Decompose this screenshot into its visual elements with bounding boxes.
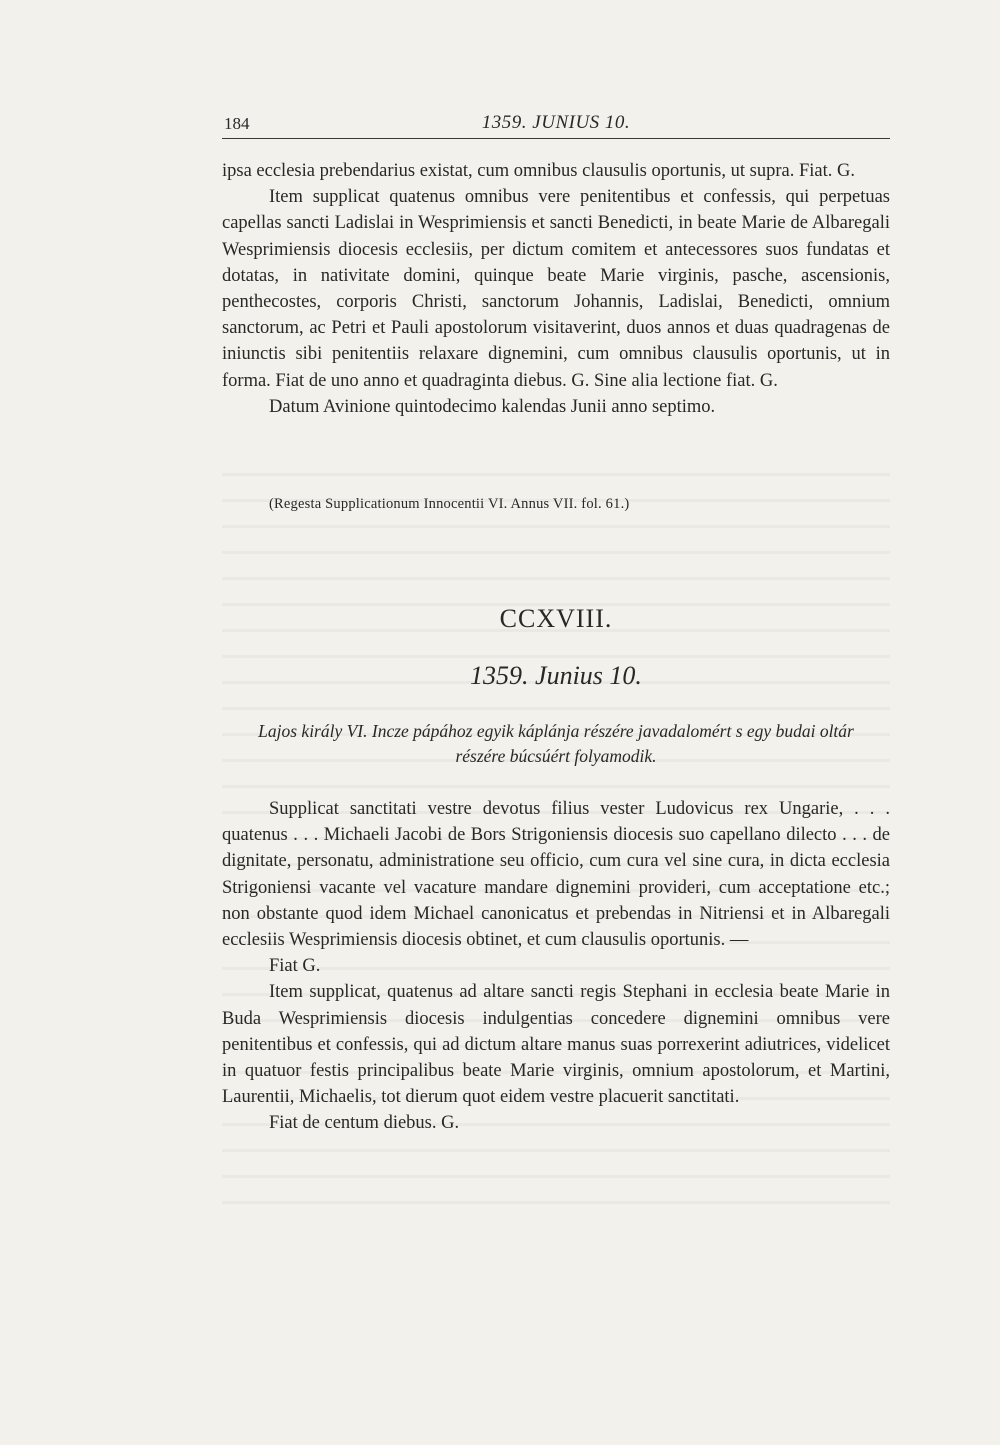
running-title: 1359. JUNIUS 10. [481, 112, 631, 133]
source-note: (Regesta Supplicationum Innocentii VI. Annus VII. fol. 61.) [269, 496, 630, 512]
document-number: CCXVIII. [499, 604, 613, 633]
paragraph-fiat: Fiat G. [269, 956, 321, 977]
paragraph-continuation: ipsa ecclesia prebendarius existat, cum omnibus clausulis oportunis, ut supra. Fiat. G. [222, 161, 855, 181]
paragraph-item-supplicat: Item supplicat, quatenus ad altare sancti regis Stephani in ecclesia beate Marie in Buda Wesprimiensis diocesis indulgentias concedere dignemini omnibus vere penitentibus et confessis, qui ad dictum altare manus suas porrexerint adiutrices, videlicet in quatuor festis principalibus beate Marie virginis, omnium apostolorum, et Martini, Laurentii, Michaelis, tot dierum quot eidem vestre placuerit sanctitati. [222, 982, 890, 1108]
paragraph-datum: Datum Avinione quintodecimo kalendas Junii anno septimo. [269, 396, 716, 417]
document-date: 1359. Junius 10. [470, 661, 642, 690]
paragraph-fiat-centum: Fiat de centum diebus. G. [269, 1113, 460, 1134]
regest-line: Lajos király VI. Incze pápához egyik káplánja részére javadalomért s egy budai oltár [258, 721, 854, 741]
previous-document-text [222, 158, 890, 420]
page-number: 184 [224, 114, 250, 133]
running-head [222, 112, 890, 139]
regest-line: részére búcsúért folyamodik. [455, 746, 657, 766]
paragraph-item-supplicat: Item supplicat quatenus omnibus vere penitentibus et confessis, qui perpetuas capellas sancti Ladislai in Wesprimiensis et sancti Benedicti, in beate Marie de Albaregali Wesprimiensis diocesis ecclesiis, per dictum comitem et antecessores suos fundatas et dotatas, in nativitate domini, quinque beate Marie virginis, pasche, ascensionis, penthecostes, corporis Christi, sanctorum Johannis, Ladislai, Benedicti, omnium sanctorum, ac Petri et Pauli apostolorum visitaverint, duos annos et duas quadragenas de iniunctis sibi penitentiis relaxare dignemini, cum omnibus clausulis oportunis, ut in forma. Fiat de uno anno et quadraginta diebus. G. Sine alia lectione fiat. G. [222, 187, 890, 391]
paragraph-supplicat: Supplicat sanctitati vestre devotus filius vester Ludovicus rex Ungarie, . . . quatenus . . . Michaeli Jacobi de Bors Strigoniensis diocesis suo capellano dilecto . . . de dignitate, personatu, administratione seu officio, cum cura vel sine cura, in dicta ecclesia Strigoniensi vacante vel vacature mandare dignemini provideri, cum acceptatione etc.; non obstante quod idem Michael canonicatus et prebendas in Nitriensi et in Albaregali ecclesiis Wesprimiensis diocesis obtinet, et cum clausulis oportunis. — [222, 799, 890, 951]
document-text [222, 796, 890, 1137]
document-regest [222, 719, 890, 769]
